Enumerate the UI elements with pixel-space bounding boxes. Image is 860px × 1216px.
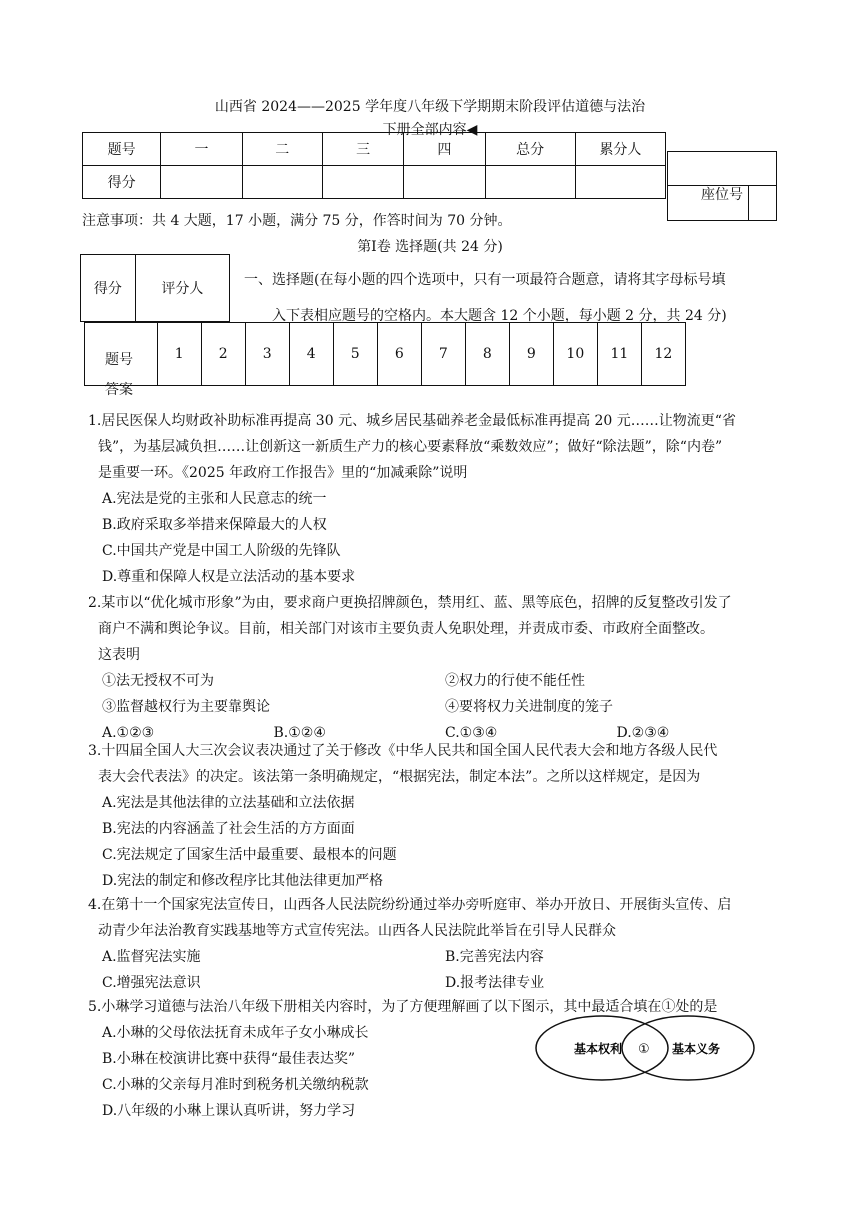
option-b[interactable]: B.政府采取多举措来保障最大的人权 [102, 517, 327, 533]
option-c[interactable]: C.增强宪法意识 [102, 975, 201, 991]
question-stem: 2.某市以“优化城市形象”为由，要求商户更换招牌颜色，禁用红、蓝、黑等底色，招牌的反复整改引发了 [88, 595, 732, 611]
option-b[interactable]: B.宪法的内容涵盖了社会生活的方方面面 [102, 821, 355, 837]
answer-number-cell[interactable]: 3 [245, 323, 289, 386]
option-c[interactable]: C.小琳的父亲每月准时到税务机关缴纳税款 [102, 1077, 369, 1093]
option-a[interactable]: A.监督宪法实施 [102, 949, 201, 965]
answer-table-label [85, 323, 158, 398]
answer-number-cell[interactable]: 9 [509, 323, 553, 386]
answer-number-label: 题号 [105, 352, 133, 368]
exam-notice: 注意事项：共 4 大题，17 小题，满分 75 分，作答时间为 70 分钟。 [82, 213, 512, 229]
answer-number-cell[interactable]: 7 [421, 323, 465, 386]
score-table-cell: 四 [404, 133, 485, 166]
score-input-cell[interactable] [322, 166, 403, 199]
score-table-score-row [83, 166, 666, 199]
question-4 [88, 892, 788, 996]
option-a[interactable]: A.宪法是其他法律的立法基础和立法依据 [102, 795, 355, 811]
statement-2: ②权力的行使不能任性 [445, 673, 585, 689]
answer-table-row [85, 323, 686, 386]
option-b[interactable]: B.小琳在校演讲比赛中获得“最佳表达奖” [102, 1051, 356, 1067]
option-d[interactable]: D.八年级的小琳上课认真听讲，努力学习 [102, 1103, 356, 1119]
statement-row [88, 668, 788, 694]
seat-divider [748, 185, 749, 220]
venn-center-label: ① [638, 1042, 650, 1057]
seat-divider [668, 185, 776, 186]
option-d[interactable]: D.②③④ [616, 725, 670, 741]
score-table [82, 132, 666, 199]
score-input-cell[interactable] [404, 166, 485, 199]
question-stem: 4.在第十一个国家宪法宣传日，山西各人民法院纷纷通过举办旁听庭审、举办开放日、开展街头宣传、启 [88, 897, 732, 913]
answer-table [84, 322, 686, 398]
venn-diagram [530, 1012, 760, 1084]
option-d[interactable]: D.报考法律专业 [445, 975, 545, 991]
score-table-cell: 三 [322, 133, 403, 166]
question-1 [88, 408, 788, 590]
question-stem: 钱”，为基层减负担……让创新这一新质生产力的核心要素释放“乘数效应”；做好“除法题”，除“内卷” [98, 439, 723, 455]
question-stem: 商户不满和舆论争议。目前，相关部门对该市主要负责人免职处理，并责成市委、市政府全面整改。 [98, 621, 714, 637]
grader-table [80, 254, 230, 322]
score-table-cell: 一 [161, 133, 242, 166]
option-row [88, 944, 788, 970]
grader-score-label: 得分 [81, 255, 136, 322]
option-c[interactable]: C.①③④ [445, 725, 498, 741]
part1-title: 第Ⅰ卷 选择题(共 24 分) [357, 239, 503, 255]
question-stem: 3.十四届全国人大三次会议表决通过了关于修改《中华人民共和国全国人民代表大会和地方各级人民代 [88, 743, 718, 759]
score-table-cell: 总分 [485, 133, 575, 166]
answer-number-cell[interactable]: 11 [597, 323, 641, 386]
answer-number-cell[interactable]: 12 [641, 323, 685, 386]
answer-number-cell[interactable]: 10 [553, 323, 597, 386]
question-stem: 5.小琳学习道德与法治八年级下册相关内容时，为了方便理解画了以下图示，其中最适合填在①处的是 [88, 999, 718, 1015]
score-table-cell: 累分人 [575, 133, 665, 166]
option-c[interactable]: C.中国共产党是中国工人阶级的先锋队 [102, 543, 341, 559]
question-stem: 表大会代表法》的决定。该法第一条明确规定，“根据宪法，制定本法”。之所以这样规定，是因为 [98, 769, 701, 785]
section1-line: 一、选择题(在每小题的四个选项中，只有一项最符合题意，请将其字母标号填 [244, 272, 726, 288]
answer-number-cell[interactable]: 8 [465, 323, 509, 386]
option-c[interactable]: C.宪法规定了国家生活中最重要、最根本的问题 [102, 847, 397, 863]
answer-number-cell[interactable]: 6 [377, 323, 421, 386]
question-stem: 这表明 [98, 647, 140, 663]
option-d[interactable]: D.宪法的制定和修改程序比其他法律更加严格 [102, 873, 384, 889]
statement-4: ④要将权力关进制度的笼子 [445, 699, 613, 715]
option-b[interactable]: B.①②④ [273, 725, 326, 741]
venn-right-label: 基本义务 [672, 1042, 721, 1056]
score-input-cell[interactable] [242, 166, 322, 199]
exam-title: 山西省 2024——2025 学年度八年级下学期期末阶段评估道德与法治 [214, 99, 646, 115]
score-input-cell[interactable] [485, 166, 575, 199]
answer-answer-label: 答案 [105, 382, 133, 398]
answer-number-cell[interactable]: 2 [201, 323, 245, 386]
seat-number-label: 座位号 [701, 187, 743, 203]
answer-number-cell[interactable]: 1 [157, 323, 201, 386]
question-3 [88, 738, 788, 894]
section1-line: 入下表相应题号的空格内。本大题含 12 个小题，每小题 2 分，共 24 分) [272, 308, 727, 324]
option-a[interactable]: A.①②③ [102, 725, 155, 741]
answer-number-cell[interactable]: 4 [289, 323, 333, 386]
option-a[interactable]: A.小琳的父母依法抚育未成年子女小琳成长 [102, 1025, 369, 1041]
grader-name-label: 评分人 [135, 255, 229, 322]
option-d[interactable]: D.尊重和保障人权是立法活动的基本要求 [102, 569, 356, 585]
exam-subtitle: 下册全部内容◀ [382, 122, 478, 138]
option-a[interactable]: A.宪法是党的主张和人民意志的统一 [102, 491, 327, 507]
statement-row [88, 694, 788, 720]
score-table-cell: 题号 [83, 133, 161, 166]
statement-1: ①法无授权不可为 [102, 673, 214, 689]
question-stem: 是重要一环。《2025 年政府工作报告》里的“加减乘除”说明 [98, 465, 468, 481]
option-row [88, 970, 788, 996]
question-stem: 1.居民医保人均财政补助标准再提高 30 元、城乡居民基础养老金最低标准再提高 20 元……让物流更“省 [88, 413, 736, 429]
seat-number-box [667, 151, 777, 221]
score-table-cell: 得分 [83, 166, 161, 199]
venn-left-label: 基本权利 [574, 1042, 623, 1056]
score-input-cell[interactable] [161, 166, 242, 199]
score-table-cell: 二 [242, 133, 322, 166]
question-2 [88, 590, 788, 746]
question-stem: 动青少年法治教育实践基地等方式宣传宪法。山西各人民法院此举旨在引导人民群众 [98, 923, 616, 939]
statement-3: ③监督越权行为主要靠舆论 [102, 699, 270, 715]
score-table-header-row [83, 133, 666, 166]
option-b[interactable]: B.完善宪法内容 [445, 949, 544, 965]
answer-number-cell[interactable]: 5 [333, 323, 377, 386]
score-input-cell[interactable] [575, 166, 665, 199]
